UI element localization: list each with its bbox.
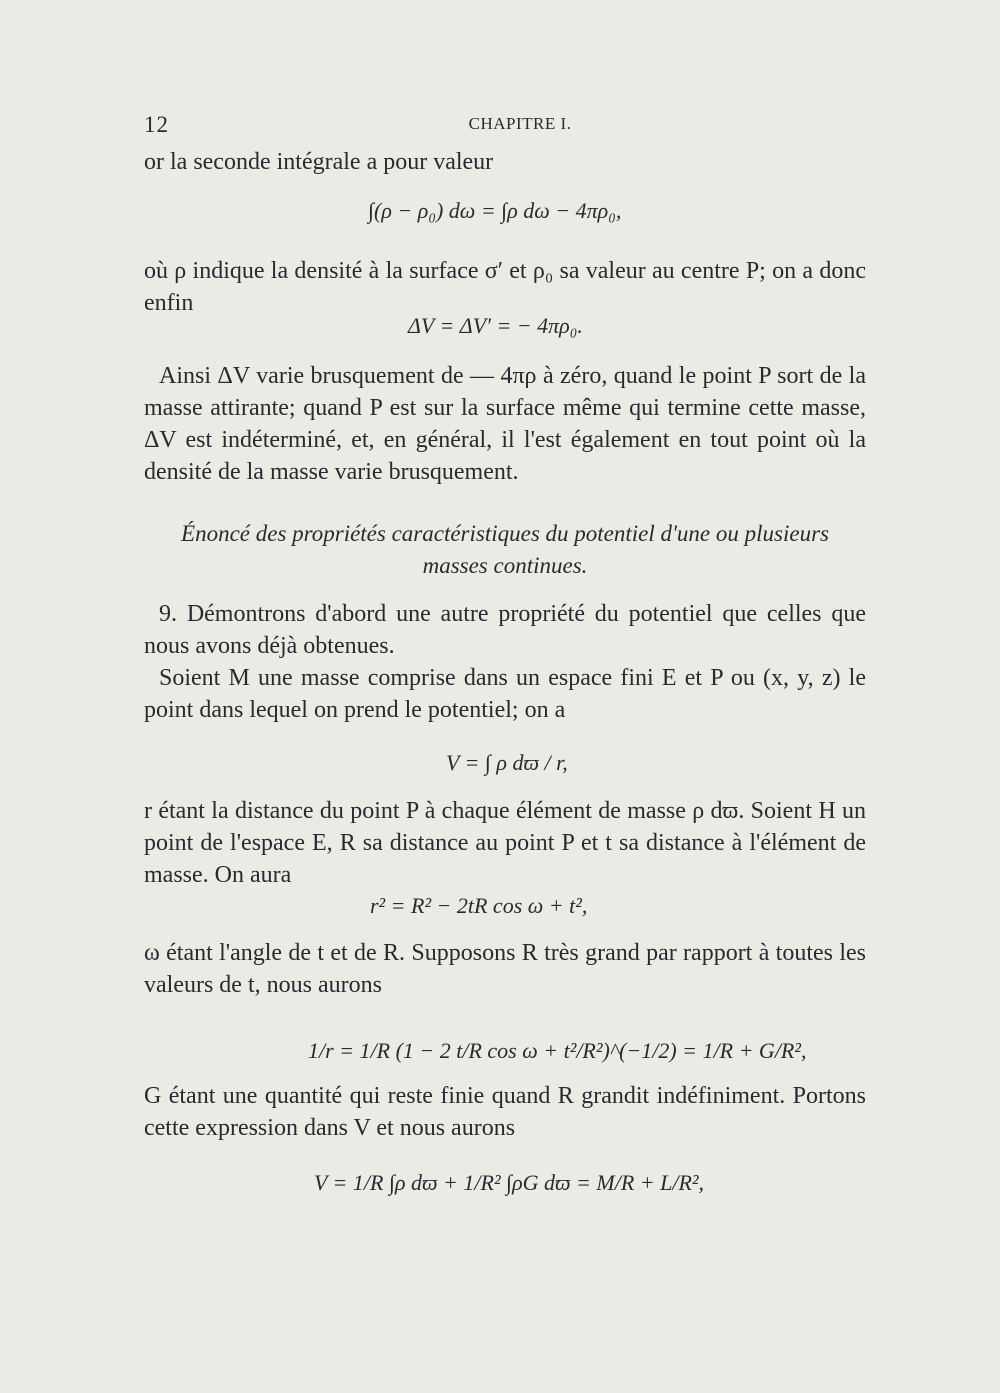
mass-text: Soient M une masse comprise dans un espace fini E et P ou (x, y, z) le point dans lequel on prend le potentiel; on a (144, 665, 866, 723)
intro-line: or la seconde intégrale a pour valeur (144, 149, 494, 175)
section-9-text: 9. Démontrons d'abord une autre propriété du potentiel que celles que nous avons déjà obtenues. (144, 601, 866, 659)
equation-laplacian: ΔV = ΔV′ = − 4πρ₀. (408, 313, 583, 338)
section-heading-line2: masses continues. (422, 553, 588, 578)
angle-text: ω étant l'angle de t et de R. Supposons R très grand par rapport à toutes les valeurs de t, nous aurons (144, 940, 866, 998)
paragraph-section-9 (144, 598, 866, 662)
paragraph-angle (144, 937, 866, 1001)
paragraph-distance (144, 795, 866, 891)
discontinuity-text: Ainsi ΔV varie brusquement de — 4πρ à zéro, quand le point P sort de la masse attirante; quand P est sur la surface même qui termine cette masse, ΔV est indéterminé, et, en général, il l'est également en tout point où la densité de la masse varie brusquement. (144, 363, 866, 485)
section-heading (144, 518, 866, 582)
density-text: où ρ indique la densité à la surface σ′ et ρ₀ sa valeur au centre P; on a donc enfin (144, 258, 866, 316)
equation-potential: V = ∫ ρ dϖ / r, (446, 750, 568, 775)
paragraph-density (144, 255, 866, 319)
paragraph-intro (144, 146, 866, 178)
page-number: 12 (144, 112, 169, 137)
equation-potential-expansion: V = 1/R ∫ρ dϖ + 1/R² ∫ρG dϖ = M/R + L/R², (314, 1170, 705, 1195)
equation-integral: ∫(ρ − ρ₀) dω = ∫ρ dω − 4πρ₀, (368, 198, 622, 223)
distance-text: r étant la distance du point P à chaque élément de masse ρ dϖ. Soient H un point de l'espace E, R sa distance au point P et t sa distance à l'élément de masse. On aura (144, 798, 866, 888)
paragraph-mass (144, 662, 866, 726)
paragraph-finite (144, 1080, 866, 1144)
paragraph-discontinuity (144, 360, 866, 488)
finite-text: G étant une quantité qui reste finie quand R grandit indéfiniment. Portons cette expression dans V et nous aurons (144, 1083, 866, 1141)
equation-expansion: 1/r = 1/R (1 − 2 t/R cos ω + t²/R²)^(−1/2) = 1/R + G/R², (308, 1038, 807, 1063)
page-header (144, 112, 866, 142)
section-heading-line1: Énoncé des propriétés caractéristiques du potentiel d'une ou plusieurs (181, 521, 829, 546)
chapter-title: CHAPITRE I. (468, 114, 572, 133)
equation-distance: r² = R² − 2tR cos ω + t², (370, 893, 588, 918)
